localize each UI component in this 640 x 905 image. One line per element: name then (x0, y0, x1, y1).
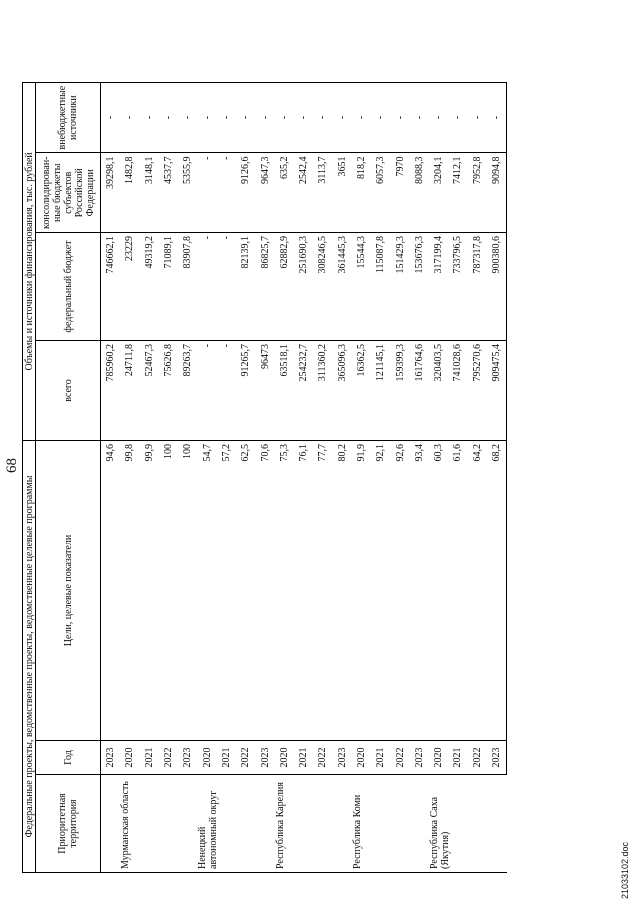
cell-federal: 62882,9 (275, 233, 294, 341)
cell-consolidated: 3113,7 (313, 153, 332, 233)
table-row (101, 82, 121, 872)
cell-target: 94,6 (101, 441, 121, 741)
cell-year: 2021 (140, 741, 159, 775)
cell-consolidated: 39298,1 (101, 153, 121, 233)
cell-territory: Республика Саха (Якутия) (429, 775, 507, 873)
cell-extra: - (487, 82, 507, 153)
cell-consolidated: 1482,8 (120, 153, 139, 233)
cell-total: 16362,5 (352, 341, 371, 441)
table-row (313, 82, 332, 872)
cell-federal: 83907,8 (178, 233, 197, 341)
cell-extra: - (120, 82, 139, 153)
cell-year: 2022 (159, 741, 178, 775)
cell-total: 741028,6 (448, 341, 467, 441)
cell-consolidated: 9126,6 (236, 153, 255, 233)
table-row (197, 82, 216, 872)
header-consolidated: консолидирован-ные бюджеты субъектов Российской Федерации (36, 153, 101, 233)
cell-extra: - (333, 82, 352, 153)
cell-territory: Республика Карелия (275, 775, 352, 873)
cell-target: 100 (159, 441, 178, 741)
header-territory: Приоритетная территория (36, 775, 101, 873)
cell-extra: - (448, 82, 467, 153)
cell-extra: - (352, 82, 371, 153)
cell-target: 99,8 (120, 441, 139, 741)
cell-year: 2020 (275, 741, 294, 775)
cell-target: 80,2 (333, 441, 352, 741)
cell-federal: 900380,6 (487, 233, 507, 341)
cell-federal: - (217, 233, 236, 341)
cell-federal: 746662,1 (101, 233, 121, 341)
cell-extra: - (178, 82, 197, 153)
cell-federal: 71089,1 (159, 233, 178, 341)
table-body (101, 82, 507, 872)
cell-target: 64,2 (468, 441, 487, 741)
header-band-projects: Федеральные проекты, ведомственные проекты, ведомственные целевые программы (23, 441, 36, 873)
table-row (468, 82, 487, 872)
cell-consolidated: 7412,1 (448, 153, 467, 233)
table-row (448, 82, 467, 872)
cell-extra: - (197, 82, 216, 153)
table-row (236, 82, 255, 872)
cell-extra: - (313, 82, 332, 153)
cell-year: 2020 (429, 741, 448, 775)
table-row (390, 82, 409, 872)
table-row (371, 82, 390, 872)
cell-target: 77,7 (313, 441, 332, 741)
cell-total: 63518,1 (275, 341, 294, 441)
cell-federal: 361445,3 (333, 233, 352, 341)
cell-extra: - (236, 82, 255, 153)
cell-consolidated: 6057,3 (371, 153, 390, 233)
cell-year: 2022 (236, 741, 255, 775)
cell-federal: - (197, 233, 216, 341)
cell-total: 121145,1 (371, 341, 390, 441)
cell-year: 2023 (333, 741, 352, 775)
cell-target: 92,1 (371, 441, 390, 741)
cell-target: 76,1 (294, 441, 313, 741)
cell-target: 62,5 (236, 441, 255, 741)
cell-consolidated: 5355,9 (178, 153, 197, 233)
cell-federal: 787317,8 (468, 233, 487, 341)
cell-target: 70,6 (255, 441, 274, 741)
cell-federal: 82139,1 (236, 233, 255, 341)
cell-federal: 115087,8 (371, 233, 390, 341)
cell-year: 2020 (120, 741, 139, 775)
header-total: всего (36, 341, 101, 441)
cell-target: 92,6 (390, 441, 409, 741)
cell-total: 320403,5 (429, 341, 448, 441)
table-row (178, 82, 197, 872)
cell-federal: 151429,3 (390, 233, 409, 341)
cell-year: 2023 (255, 741, 274, 775)
cell-consolidated: 9647,3 (255, 153, 274, 233)
cell-total: 311360,2 (313, 341, 332, 441)
header-year: Год (36, 741, 101, 775)
cell-target: 100 (178, 441, 197, 741)
cell-federal: 153676,3 (410, 233, 429, 341)
cell-target: 91,9 (352, 441, 371, 741)
cell-territory: Ненецкий автономный округ (197, 775, 274, 873)
cell-extra: - (275, 82, 294, 153)
financing-table (22, 82, 507, 873)
cell-target: 61,6 (448, 441, 467, 741)
header-target: Цели, целевые показатели (36, 441, 101, 741)
cell-total: 161764,6 (410, 341, 429, 441)
cell-target: 68,2 (487, 441, 507, 741)
table-row (410, 82, 429, 872)
cell-year: 2022 (313, 741, 332, 775)
cell-year: 2022 (468, 741, 487, 775)
cell-total: 909475,4 (487, 341, 507, 441)
cell-target: 75,3 (275, 441, 294, 741)
cell-consolidated: 3651 (333, 153, 352, 233)
cell-consolidated: - (197, 153, 216, 233)
table-row (333, 82, 352, 872)
cell-total: 159399,3 (390, 341, 409, 441)
cell-extra: - (217, 82, 236, 153)
cell-extra: - (255, 82, 274, 153)
page-number: 68 (4, 458, 20, 473)
cell-total: 795270,6 (468, 341, 487, 441)
cell-target: 93,4 (410, 441, 429, 741)
cell-total: 24711,8 (120, 341, 139, 441)
cell-total: 96473 (255, 341, 274, 441)
header-band-financing: Объемы и источники финансирования, тыс. рублей (23, 82, 36, 440)
table-row (255, 82, 274, 872)
cell-territory: Мурманская область (120, 775, 197, 873)
cell-year: 2020 (197, 741, 216, 775)
cell-total: - (197, 341, 216, 441)
cell-consolidated: 7952,8 (468, 153, 487, 233)
cell-federal: 15544,3 (352, 233, 371, 341)
table-row (487, 82, 507, 872)
cell-year: 2021 (371, 741, 390, 775)
cell-total: - (217, 341, 236, 441)
cell-year: 2021 (217, 741, 236, 775)
cell-extra: - (371, 82, 390, 153)
cell-extra: - (101, 82, 121, 153)
header-federal: федеральный бюджет (36, 233, 101, 341)
cell-total: 89263,7 (178, 341, 197, 441)
cell-consolidated: 9094,8 (487, 153, 507, 233)
cell-year: 2023 (487, 741, 507, 775)
cell-year: 2020 (352, 741, 371, 775)
cell-federal: 49319,2 (140, 233, 159, 341)
cell-federal: 317199,4 (429, 233, 448, 341)
table-row (159, 82, 178, 872)
cell-consolidated: 7970 (390, 153, 409, 233)
cell-federal: 23229 (120, 233, 139, 341)
cell-consolidated: - (217, 153, 236, 233)
cell-extra: - (140, 82, 159, 153)
cell-total: 785960,2 (101, 341, 121, 441)
table-row (140, 82, 159, 872)
table-row (275, 82, 294, 872)
cell-total: 254232,7 (294, 341, 313, 441)
header-extra: внебюджетные источники (36, 82, 101, 153)
cell-total: 91265,7 (236, 341, 255, 441)
table-row (294, 82, 313, 872)
table-row (352, 82, 371, 872)
cell-extra: - (294, 82, 313, 153)
cell-year: 2022 (390, 741, 409, 775)
cell-consolidated: 635,2 (275, 153, 294, 233)
cell-year: 2023 (178, 741, 197, 775)
cell-target: 99,9 (140, 441, 159, 741)
cell-year: 2023 (101, 741, 121, 775)
cell-consolidated: 4537,7 (159, 153, 178, 233)
cell-year: 2021 (448, 741, 467, 775)
cell-extra: - (410, 82, 429, 153)
cell-total: 52467,3 (140, 341, 159, 441)
table-row (429, 82, 448, 872)
cell-total: 75626,8 (159, 341, 178, 441)
cell-year: 2021 (294, 741, 313, 775)
cell-total: 365096,3 (333, 341, 352, 441)
cell-extra: - (159, 82, 178, 153)
file-code: 21033102.doc (620, 841, 630, 899)
cell-consolidated: 2542,4 (294, 153, 313, 233)
table-row (217, 82, 236, 872)
cell-federal: 86825,7 (255, 233, 274, 341)
cell-extra: - (468, 82, 487, 153)
cell-year: 2023 (410, 741, 429, 775)
cell-consolidated: 3148,1 (140, 153, 159, 233)
cell-extra: - (390, 82, 409, 153)
cell-federal: 733796,5 (448, 233, 467, 341)
cell-consolidated: 8088,3 (410, 153, 429, 233)
cell-target: 60,3 (429, 441, 448, 741)
cell-consolidated: 3204,1 (429, 153, 448, 233)
cell-territory: Республика Коми (352, 775, 429, 873)
cell-consolidated: 818,2 (352, 153, 371, 233)
cell-federal: 251690,3 (294, 233, 313, 341)
cell-target: 57,2 (217, 441, 236, 741)
cell-federal: 308246,5 (313, 233, 332, 341)
cell-extra: - (429, 82, 448, 153)
cell-target: 54,7 (197, 441, 216, 741)
cell-territory (101, 775, 121, 873)
table-row (120, 82, 139, 872)
